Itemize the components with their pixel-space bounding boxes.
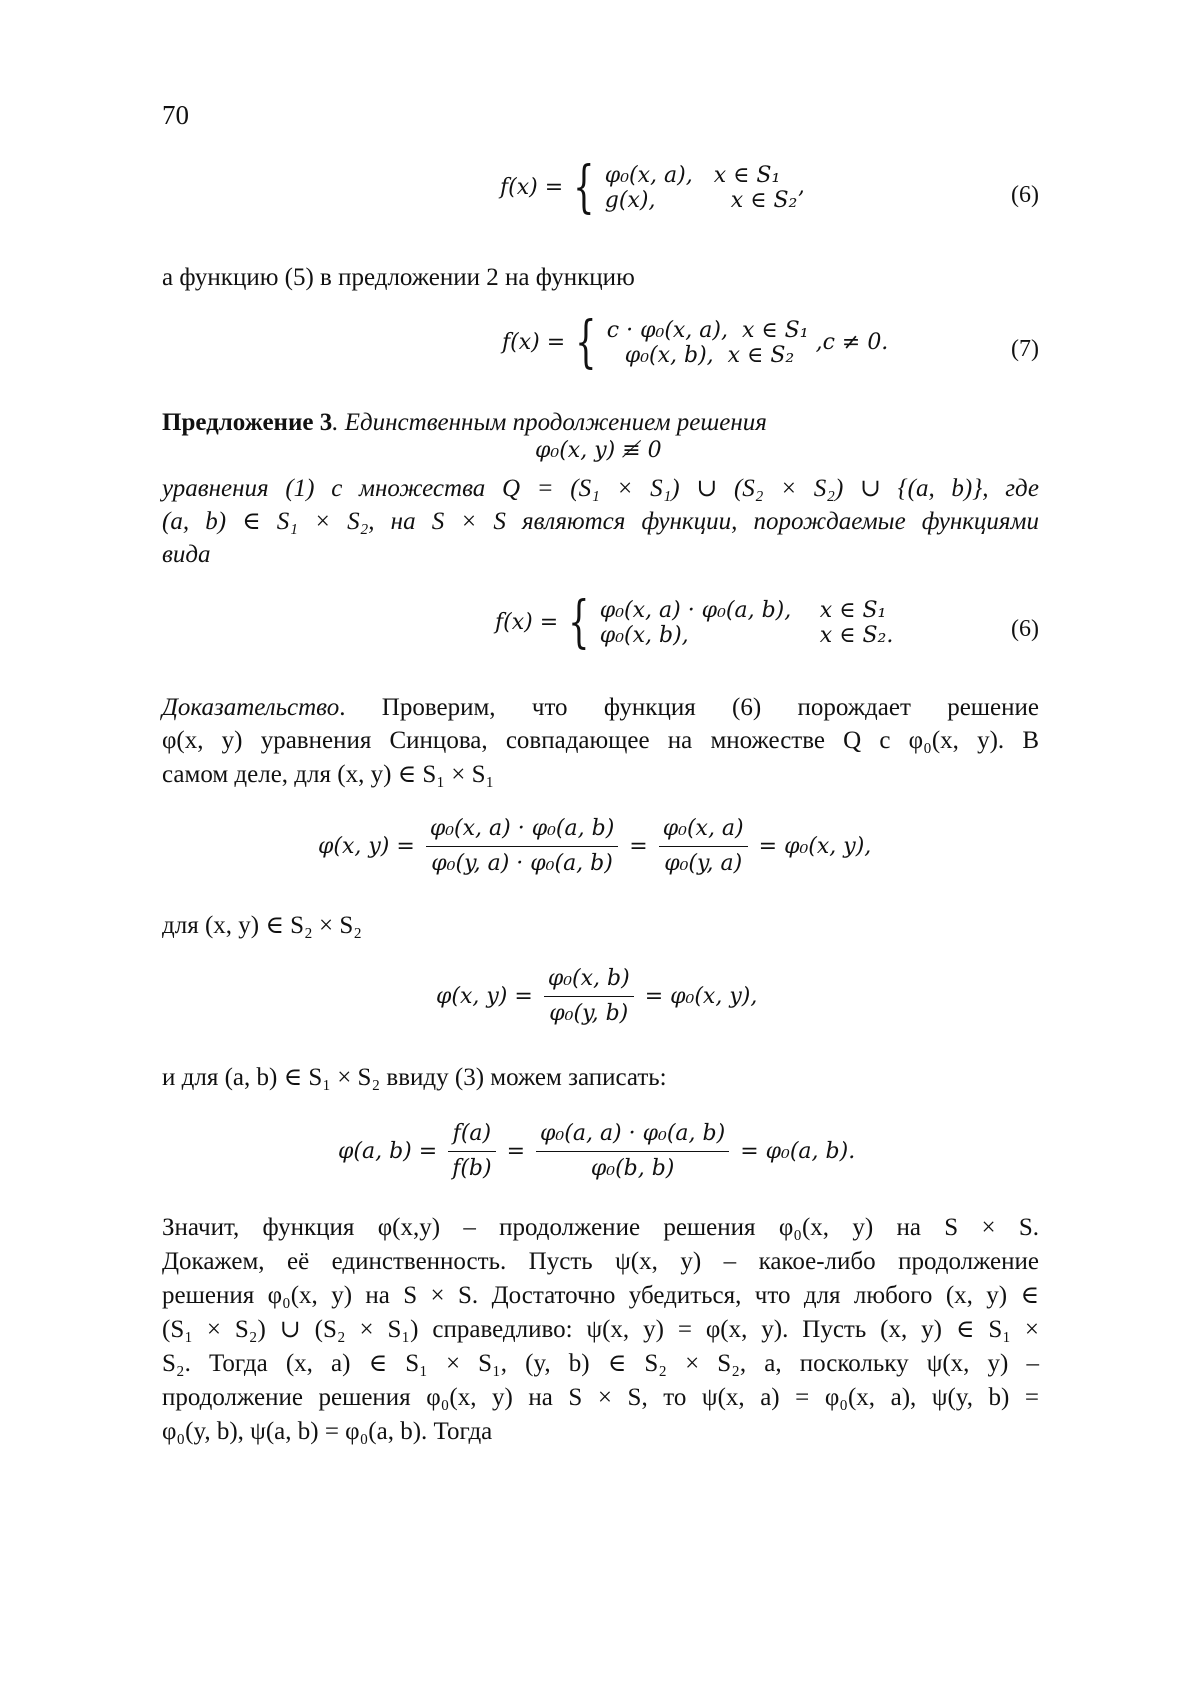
case-expr: g(x),: [605, 188, 717, 213]
case-expr: φ₀(x, a),: [605, 163, 693, 188]
eq-rhs: = φ₀(x, y),: [645, 984, 758, 1009]
eq-rhs: = φ₀(a, b).: [740, 1139, 855, 1164]
fraction: [659, 812, 748, 881]
case-expr: φ₀(x, b),: [600, 623, 820, 648]
equation-6a: [500, 160, 804, 216]
case-cond: x ∈ S₁: [714, 163, 781, 188]
equation-a: [318, 812, 871, 881]
fraction: [544, 962, 634, 1031]
eq-rhs: = φ₀(x, y),: [759, 834, 872, 859]
proposition-line: [162, 407, 1039, 438]
fraction: [426, 812, 618, 881]
text-line: и для (a, b) ∈ S₁ × S₂ ввиду (3) можем записать:: [162, 1062, 1039, 1093]
paragraph-line: φ₀(y, b), ψ(a, b) = φ₀(a, b). Тогда: [162, 1416, 1039, 1447]
eq-tail: ,c ≠ 0.: [816, 330, 889, 355]
denominator: φ₀(y, a): [659, 847, 748, 881]
case-cond: x ∈ S₂’: [731, 188, 805, 213]
paragraph-line: Значит, функция φ(x,y) – продолжение решения φ₀(x, y) на S × S.: [162, 1212, 1039, 1243]
case-expr: φ₀(x, a) · φ₀(a, b),: [600, 598, 820, 623]
eq-lhs: f(x) =: [502, 330, 565, 355]
text-line: а функцию (5) в предложении 2 на функцию: [162, 262, 1039, 293]
equation-7: [502, 315, 888, 371]
eq-cases: [607, 318, 809, 368]
equation-number: (6): [1011, 182, 1039, 209]
eq-lhs: f(x) =: [500, 175, 563, 200]
proposition-line: (a, b) ∈ S₁ × S₂, на S × S являются функции, порождаемые функциями: [162, 506, 1039, 537]
proposition-line: вида: [162, 539, 1039, 570]
case-cond: x ∈ S₁: [820, 598, 887, 623]
numerator: φ₀(x, b): [544, 962, 634, 997]
brace-icon: {: [575, 315, 596, 371]
equation-b: [436, 962, 757, 1031]
numerator: φ₀(x, a): [659, 812, 748, 847]
proposition-line: уравнения (1) с множества Q = (S₁ × S₁) ∪ (S₂ × S₂) ∪ {(a, b)}, где: [162, 473, 1039, 504]
text-line: для (x, y) ∈ S₂ × S₂: [162, 910, 1039, 941]
numerator: φ₀(a, a) · φ₀(a, b): [536, 1117, 729, 1152]
proposition-formula: φ₀(x, y) ≢ 0: [535, 438, 662, 463]
paragraph-line: (S₁ × S₂) ∪ (S₂ × S₁) справедливо: ψ(x, y) = φ(x, y). Пусть (x, y) ∈ S₁ ×: [162, 1314, 1039, 1345]
denominator: φ₀(b, b): [536, 1152, 729, 1186]
fraction: [448, 1117, 495, 1186]
fraction: [536, 1117, 729, 1186]
equation-c: [338, 1117, 855, 1186]
eq-cases: [605, 163, 805, 213]
eq-lhs: f(x) =: [495, 610, 558, 635]
paragraph-line: продолжение решения φ₀(x, y) на S × S, то ψ(x, a) = φ₀(x, a), ψ(y, b) =: [162, 1382, 1039, 1413]
equation-number: (6): [1011, 616, 1039, 643]
proof-line: [162, 692, 1039, 723]
case-cond: x ∈ S₂: [728, 343, 795, 368]
denominator: φ₀(y, a) · φ₀(a, b): [426, 847, 618, 881]
eq-sign: =: [629, 834, 647, 859]
denominator: f(b): [448, 1152, 495, 1186]
eq-cases: [600, 598, 894, 648]
equation-number: (7): [1011, 336, 1039, 363]
eq-lhs: φ(a, b) =: [338, 1139, 437, 1164]
proof-text: . Проверим, что функция (6) порождает решение: [339, 694, 1039, 721]
proof-line: φ(x, y) уравнения Синцова, совпадающее на множестве Q с φ₀(x, y). В: [162, 725, 1039, 756]
case-cond: x ∈ S₁: [742, 318, 809, 343]
case-expr: c · φ₀(x, a),: [607, 318, 728, 343]
brace-icon: {: [573, 160, 594, 216]
equation-6b: [495, 595, 893, 651]
eq-lhs: φ(x, y) =: [436, 984, 533, 1009]
case-cond: x ∈ S₂.: [820, 623, 894, 648]
denominator: φ₀(y, b): [544, 997, 634, 1031]
numerator: φ₀(x, a) · φ₀(a, b): [426, 812, 618, 847]
proof-line: самом деле, для (x, y) ∈ S₁ × S₁: [162, 759, 1039, 790]
paragraph-line: S₂. Тогда (x, a) ∈ S₁ × S₁, (y, b) ∈ S₂ × S₂, а, поскольку ψ(x, y) –: [162, 1348, 1039, 1379]
eq-sign: =: [507, 1139, 525, 1164]
brace-icon: {: [568, 595, 589, 651]
eq-lhs: φ(x, y) =: [318, 834, 415, 859]
paragraph-line: решения φ₀(x, y) на S × S. Достаточно убедиться, что для любого (x, y) ∈: [162, 1280, 1039, 1311]
case-expr: φ₀(x, b),: [625, 343, 714, 368]
proposition-label: Предложение 3: [162, 409, 332, 436]
proof-label: Доказательство: [162, 694, 339, 721]
page-number: 70: [162, 100, 189, 131]
numerator: f(a): [448, 1117, 495, 1152]
paragraph-line: Докажем, её единственность. Пусть ψ(x, y) – какое-либо продолжение: [162, 1246, 1039, 1277]
proposition-text: . Единственным продолжением решения: [332, 409, 767, 436]
